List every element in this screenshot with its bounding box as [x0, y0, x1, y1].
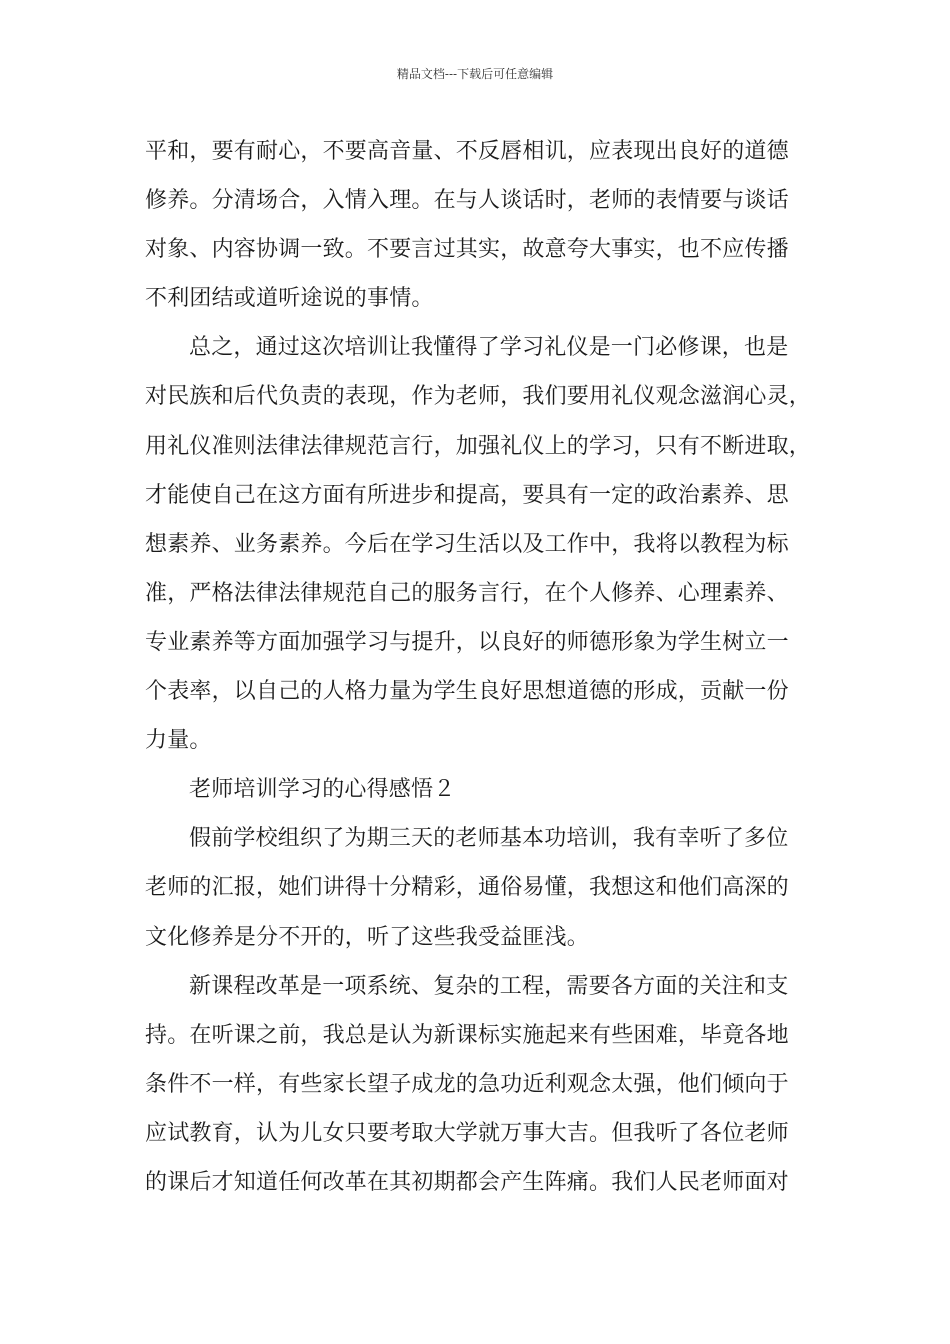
text-line: 持。在听课之前，我总是认为新课标实施起来有些困难，毕竟各地 — [145, 1022, 789, 1048]
text-line: 老师的汇报，她们讲得十分精彩，通俗易懂，我想这和他们高深的 — [145, 875, 789, 901]
text-line: 的课后才知道任何改革在其初期都会产生阵痛。我们人民老师面对 — [145, 1169, 789, 1195]
section-heading: 老师培训学习的心得感悟２ — [189, 777, 456, 803]
text-line: 假前学校组织了为期三天的老师基本功培训，我有幸听了多位 — [189, 826, 789, 852]
text-line: 对民族和后代负责的表现，作为老师，我们要用礼仪观念滋润心灵， — [145, 384, 812, 410]
text-line: 力量。 — [145, 728, 212, 754]
text-line: 新课程改革是一项系统、复杂的工程，需要各方面的关注和支 — [189, 973, 789, 999]
text-line: 专业素养等方面加强学习与提升，以良好的师德形象为学生树立一 — [145, 629, 789, 655]
text-line: 不利团结或道听途说的事情。 — [145, 286, 434, 312]
text-line: 对象、内容协调一致。不要言过其实，故意夸大事实，也不应传播 — [145, 237, 789, 263]
text-line: 才能使自己在这方面有所进步和提高，要具有一定的政治素养、思 — [145, 482, 789, 508]
text-line: 平和，要有耐心，不要高音量、不反唇相讥，应表现出良好的道德 — [145, 139, 789, 164]
page-header: 精品文档---下载后可任意编辑 — [396, 67, 554, 81]
text-line: 个表率，以自己的人格力量为学生良好思想道德的形成，贡献一份 — [145, 679, 789, 705]
text-line: 应试教育，认为儿女只要考取大学就万事大吉。但我听了各位老师 — [145, 1120, 789, 1146]
text-line: 想素养、业务素养。今后在学习生活以及工作中，我将以教程为标 — [145, 531, 789, 557]
document-body — [145, 127, 825, 1207]
text-line: 总之，通过这次培训让我懂得了学习礼仪是一门必修课，也是 — [189, 335, 789, 361]
text-line: 准，严格法律法律规范自己的服务言行，在个人修养、心理素养、 — [145, 580, 789, 606]
text-line: 修养。分清场合，入情入理。在与人谈话时，老师的表情要与谈话 — [145, 188, 789, 214]
text-line: 文化修养是分不开的，听了这些我受益匪浅。 — [145, 924, 590, 950]
text-line: 用礼仪准则法律法律规范言行，加强礼仪上的学习，只有不断进取， — [145, 433, 812, 459]
text-line: 条件不一样，有些家长望子成龙的急功近利观念太强，他们倾向于 — [145, 1071, 789, 1097]
